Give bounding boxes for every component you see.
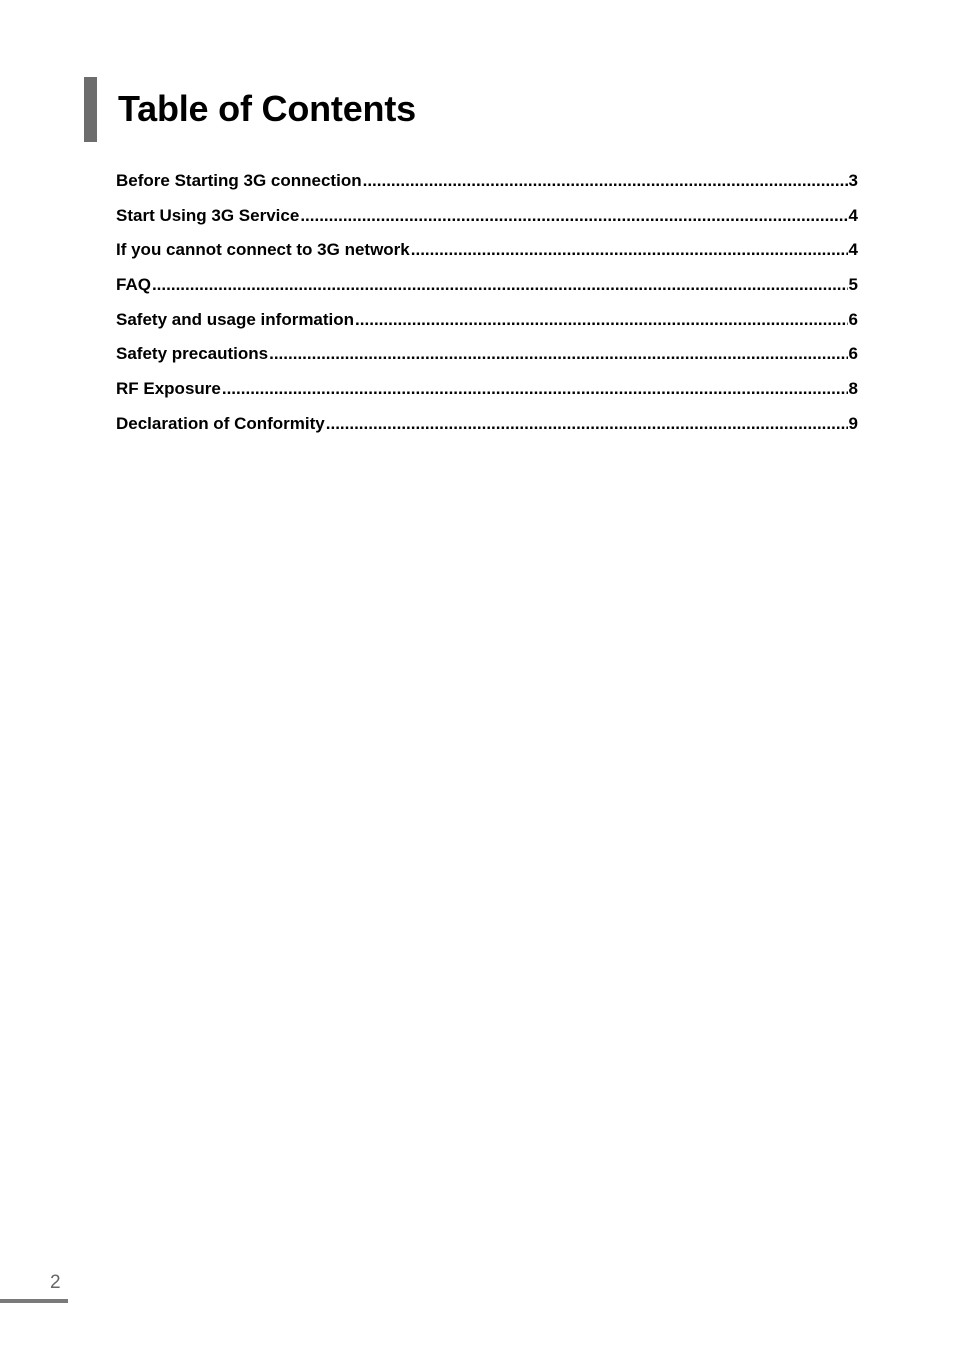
- toc-dot-leader: [300, 203, 847, 229]
- toc-entry-faq[interactable]: [116, 272, 858, 307]
- toc-entry-page: 9: [848, 413, 858, 433]
- page-number: 2: [50, 1272, 61, 1293]
- page-title: Table of Contents: [118, 88, 416, 129]
- toc-entry-page: 4: [848, 205, 858, 225]
- toc-entry-page: 5: [848, 275, 858, 295]
- toc-entry-label: FAQ: [116, 275, 151, 295]
- table-of-contents: [116, 168, 858, 446]
- toc-dot-leader: [355, 307, 847, 333]
- toc-entry-safety-precautions[interactable]: [116, 341, 858, 376]
- toc-dot-leader: [326, 411, 848, 437]
- toc-entry-page: 6: [848, 309, 858, 329]
- toc-dot-leader: [269, 341, 847, 367]
- toc-entry-page: 8: [848, 379, 858, 399]
- toc-entry-declaration[interactable]: [116, 411, 858, 446]
- toc-dot-leader: [363, 168, 848, 194]
- toc-dot-leader: [222, 376, 848, 402]
- toc-entry-rf-exposure[interactable]: [116, 376, 858, 411]
- toc-dot-leader: [152, 272, 848, 298]
- footer-rule: [0, 1299, 68, 1303]
- toc-entry-page: 4: [848, 240, 858, 260]
- toc-dot-leader: [411, 237, 848, 263]
- toc-entry-label: Safety and usage information: [116, 309, 355, 329]
- toc-entry-label: Declaration of Conformity: [116, 413, 325, 433]
- toc-entry-before-starting[interactable]: [116, 168, 858, 203]
- toc-entry-cannot-connect[interactable]: [116, 237, 858, 272]
- toc-entry-label: RF Exposure: [116, 379, 221, 399]
- toc-entry-label: Safety precautions: [116, 344, 269, 364]
- title-accent-bar: [84, 77, 97, 142]
- toc-entry-label: If you cannot connect to 3G network: [116, 240, 410, 260]
- toc-entry-page: 6: [848, 344, 858, 364]
- toc-entry-label: Start Using 3G Service: [116, 205, 300, 225]
- toc-entry-page: 3: [848, 171, 858, 190]
- toc-entry-start-using[interactable]: [116, 203, 858, 238]
- toc-entry-label: Before Starting 3G connection: [116, 171, 362, 190]
- toc-entry-safety-usage[interactable]: [116, 307, 858, 342]
